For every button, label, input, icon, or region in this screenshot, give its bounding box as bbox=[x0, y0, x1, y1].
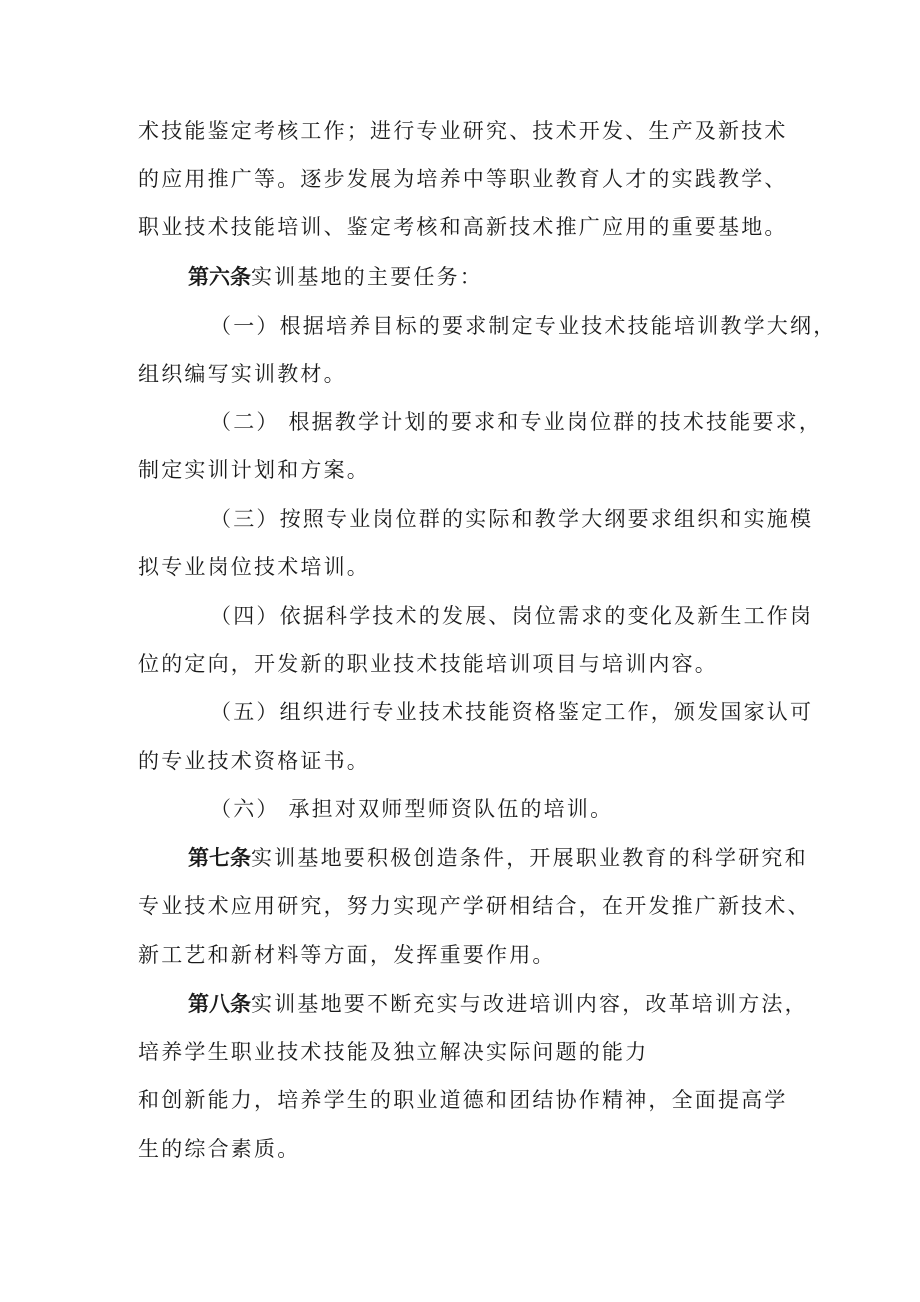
article-8-line-4: 生的综合素质。 bbox=[138, 1137, 301, 1161]
list-item-6-line-1: （六） 承担对双师型师资队伍的培训。 bbox=[210, 797, 614, 821]
list-item-3-line-1: （三）按照专业岗位群的实际和教学大纲要求组织和实施模 bbox=[210, 507, 814, 531]
article-8-text: 实训基地要不断充实与改进培训内容，改革培训方法， bbox=[251, 992, 808, 1016]
article-8-line-3: 和创新能力，培养学生的职业道德和团结协作精神，全面提高学 bbox=[138, 1088, 788, 1112]
list-item-4-line-1: （四）依据科学技术的发展、岗位需求的变化及新生工作岗 bbox=[210, 604, 814, 628]
list-item-1-line-2: 组织编写实训教材。 bbox=[138, 362, 347, 386]
article-7-line-2: 专业技术应用研究，努力实现产学研相结合，在开发推广新技术、 bbox=[138, 894, 811, 918]
article-8-line-2: 培养学生职业技术技能及独立解决实际问题的能力 bbox=[138, 1040, 649, 1064]
paragraph-line: 职业技术技能培训、鉴定考核和高新技术推广应用的重要基地。 bbox=[138, 215, 788, 239]
list-item-1-line-1: （一）根据培养目标的要求制定专业技术技能培训教学大纲， bbox=[210, 314, 837, 338]
paragraph-line: 的应用推广等。逐步发展为培养中等职业教育人才的实践教学、 bbox=[138, 167, 788, 191]
list-item-5-line-2: 的专业技术资格证书。 bbox=[138, 749, 370, 773]
article-7-text: 实训基地要积极创造条件，开展职业教育的科学研究和 bbox=[251, 846, 808, 870]
paragraph-line: 术技能鉴定考核工作；进行专业研究、技术开发、生产及新技术 bbox=[138, 119, 788, 143]
list-item-3-line-2: 拟专业岗位技术培训。 bbox=[138, 555, 370, 579]
article-7-line-1 bbox=[188, 843, 808, 873]
article-7-label: 第七条 bbox=[188, 846, 251, 870]
list-item-5-line-1: （五）组织进行专业技术技能资格鉴定工作，颁发国家认可 bbox=[210, 700, 814, 724]
article-6-text: 实训基地的主要任务： bbox=[251, 265, 483, 289]
article-6-heading bbox=[188, 262, 483, 292]
list-item-2-line-2: 制定实训计划和方案。 bbox=[138, 458, 370, 482]
article-6-label: 第六条 bbox=[188, 265, 251, 289]
article-7-line-3: 新工艺和新材料等方面，发挥重要作用。 bbox=[138, 943, 556, 967]
article-8-line-1 bbox=[188, 989, 808, 1019]
list-item-4-line-2: 位的定向，开发新的职业技术技能培训项目与培训内容。 bbox=[138, 652, 718, 676]
list-item-2-line-1: （二） 根据教学计划的要求和专业岗位群的技术技能要求， bbox=[210, 410, 823, 434]
article-8-label: 第八条 bbox=[188, 992, 251, 1016]
